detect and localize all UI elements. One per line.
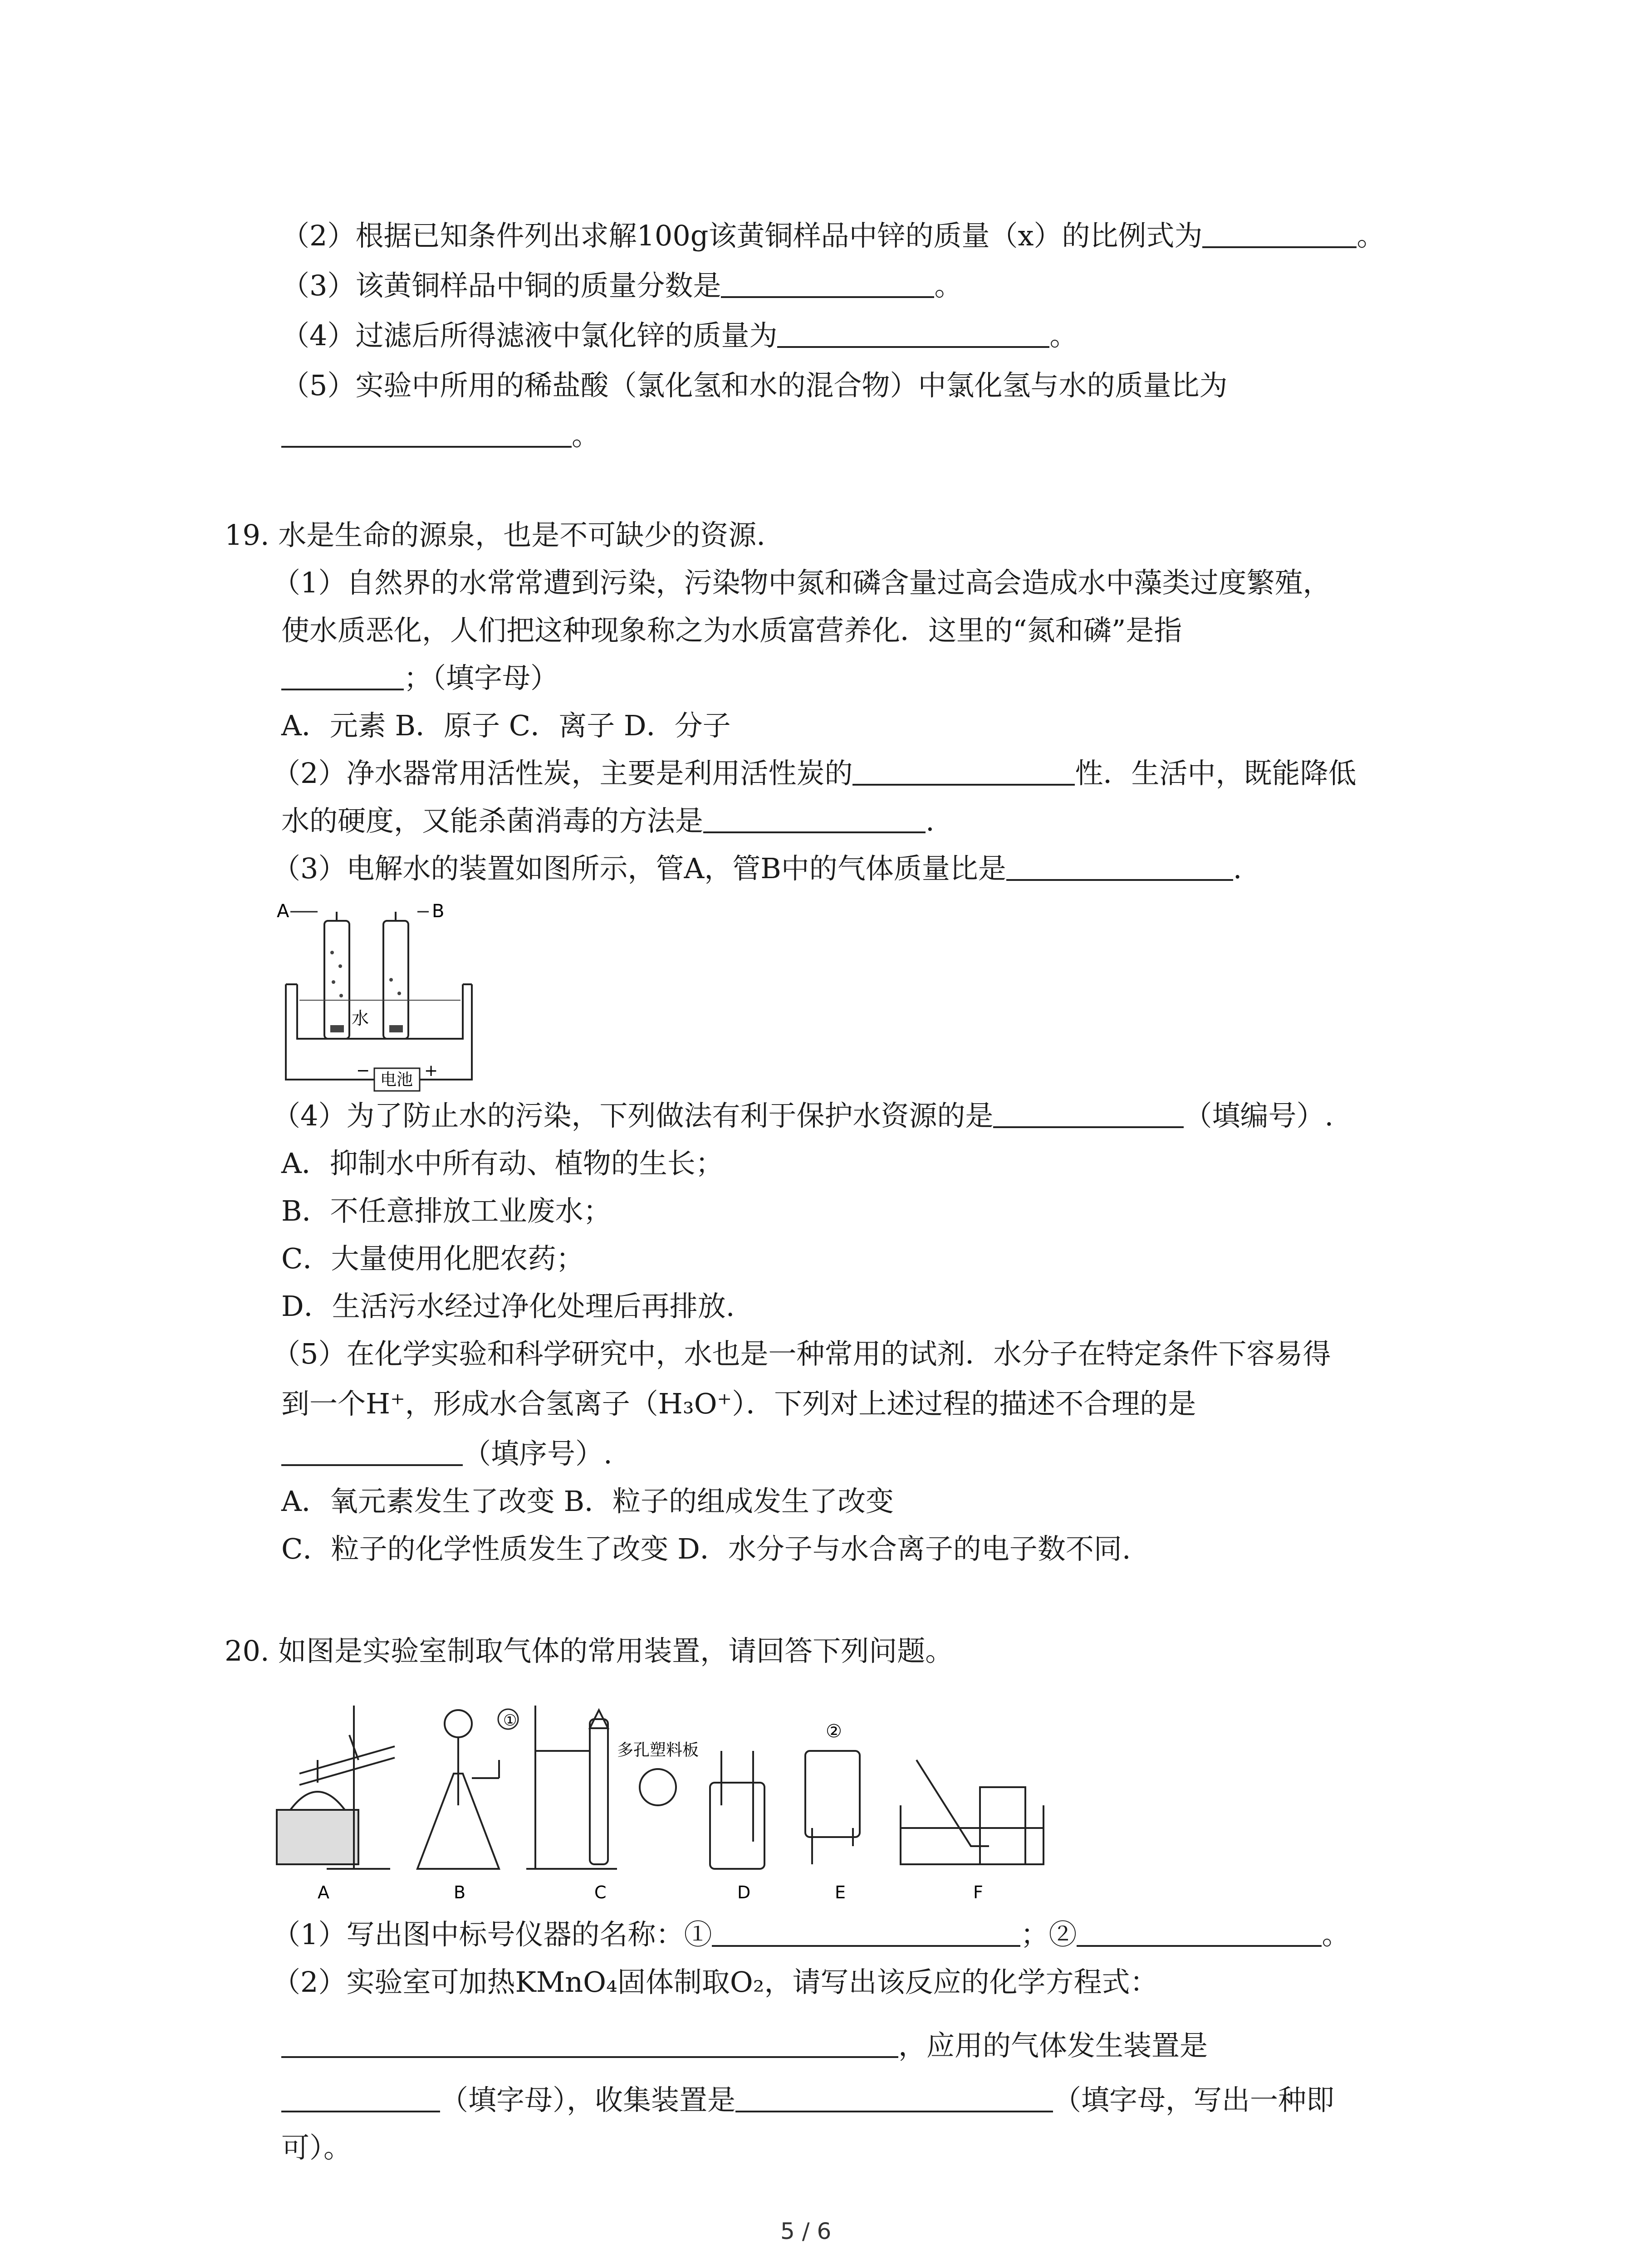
q18-part4: （4）过滤后所得滤液中氯化锌的质量为 。 — [281, 319, 1078, 352]
q19-part5-line3: （填序号）. — [281, 1436, 612, 1472]
q20-part2-line4: 可）。 — [281, 2131, 352, 2164]
q19-part1-line1: （1）自然界的水常常遭到污染，污染物中氮和磷含量过高会造成水中藻类过度繁殖， — [272, 566, 1331, 599]
q20-part2-line1: （2）实验室可加热KMnO₄固体制取O₂，请写出该反应的化学方程式： — [272, 1965, 1158, 1999]
answer-blank[interactable] — [777, 318, 1049, 348]
apparatus-a-label: A — [318, 1882, 329, 1902]
q19-option-c: C．大量使用化肥农药； — [281, 1242, 584, 1275]
q20-stem: 20. 如图是实验室制取气体的常用装置，请回答下列问题。 — [225, 1634, 954, 1667]
answer-blank[interactable] — [1077, 1917, 1322, 1947]
q19-part5-line2: 到一个H⁺，形成水合氢离子（H₃O⁺）．下列对上述过程的描述不合理的是 — [281, 1387, 1196, 1420]
q19-stem: 19. 水是生命的源泉，也是不可缺少的资源. — [225, 518, 766, 552]
q19-option-a: A．抑制水中所有动、植物的生长； — [281, 1147, 724, 1180]
porous-plate-label: 多孔塑料板 — [617, 1741, 699, 1760]
apparatus-e-label: E — [835, 1882, 846, 1902]
q18-part2: （2）根据已知条件列出求解100g该黄铜样品中锌的质量（x）的比例式为 。 — [281, 219, 1385, 252]
apparatus-c-label: C — [594, 1882, 607, 1902]
answer-blank[interactable] — [735, 2082, 1053, 2112]
q18-part5: （5）实验中所用的稀盐酸（氯化氢和水的混合物）中氯化氢与水的质量比为 — [281, 369, 1228, 402]
tube-b-label: B — [432, 903, 445, 922]
q20-part1: （1）写出图中标号仪器的名称：① ；② 。 — [272, 1918, 1350, 1951]
mark-1-label: ① — [503, 1711, 517, 1730]
q19-part5-options1: A．氧元素发生了改变 B．粒子的组成发生了改变 — [281, 1485, 894, 1518]
answer-blank[interactable] — [993, 1098, 1184, 1128]
battery-label: 电池 — [380, 1070, 413, 1089]
plus-sign: + — [424, 1061, 438, 1080]
answer-blank[interactable] — [281, 418, 572, 448]
electrolysis-apparatus-figure — [272, 903, 485, 1093]
answer-blank[interactable] — [1006, 851, 1233, 881]
q19-part2-line2: 水的硬度，又能杀菌消毒的方法是 . — [281, 804, 935, 837]
answer-blank[interactable] — [281, 1436, 463, 1466]
answer-blank[interactable] — [712, 1917, 1020, 1947]
q19-part1-line3: ；（填字母） — [281, 660, 558, 696]
apparatus-d-label: D — [737, 1882, 751, 1902]
q19-part2-line1: （2）净水器常用活性炭，主要是利用活性炭的 性．生活中，既能降低 — [272, 757, 1357, 790]
q19-option-d: D．生活污水经过净化处理后再排放. — [281, 1290, 735, 1323]
answer-blank[interactable] — [281, 2082, 440, 2112]
q20-part2-line2: ，应用的气体发生装置是 — [281, 2028, 1208, 2064]
minus-sign: − — [356, 1061, 370, 1080]
q19-part4: （4）为了防止水的污染，下列做法有利于保护水资源的是 （填编号）. — [272, 1099, 1334, 1132]
water-label: 水 — [352, 1008, 369, 1028]
apparatus-b-label: B — [454, 1882, 466, 1902]
q19-part3: （3）电解水的装置如图所示，管A，管B中的气体质量比是 . — [272, 852, 1242, 885]
answer-blank[interactable] — [852, 756, 1075, 786]
answer-blank[interactable] — [721, 268, 934, 298]
answer-blank[interactable] — [281, 660, 404, 690]
q19-part5-options2: C．粒子的化学性质发生了改变 D．水分子与水合离子的电子数不同. — [281, 1532, 1131, 1565]
q19-part1-options: A．元素 B．原子 C．离子 D．分子 — [281, 709, 731, 742]
tube-a-label: A — [277, 903, 289, 922]
answer-blank[interactable] — [1202, 218, 1357, 248]
q20-part2-line3: （填字母），收集装置是 （填字母，写出一种即 — [281, 2082, 1334, 2118]
apparatus-f-label: F — [973, 1882, 983, 1902]
q19-part1-line2: 使水质恶化，人们把这种现象称之为水质富营养化．这里的“氮和磷”是指 — [281, 614, 1182, 647]
answer-blank[interactable] — [703, 803, 926, 833]
page-number: 5 / 6 — [780, 2218, 832, 2244]
gas-apparatus-figure — [272, 1692, 1071, 1910]
mark-2-label: ② — [826, 1721, 842, 1742]
q19-part5-line1: （5）在化学实验和科学研究中，水也是一种常用的试剂．水分子在特定条件下容易得 — [272, 1337, 1331, 1370]
answer-blank[interactable] — [281, 2028, 898, 2058]
q19-option-b: B．不任意排放工业废水； — [281, 1194, 612, 1227]
q18-part3: （3）该黄铜样品中铜的质量分数是 。 — [281, 269, 963, 302]
q18-part5-blank-line: 。 — [281, 417, 600, 454]
